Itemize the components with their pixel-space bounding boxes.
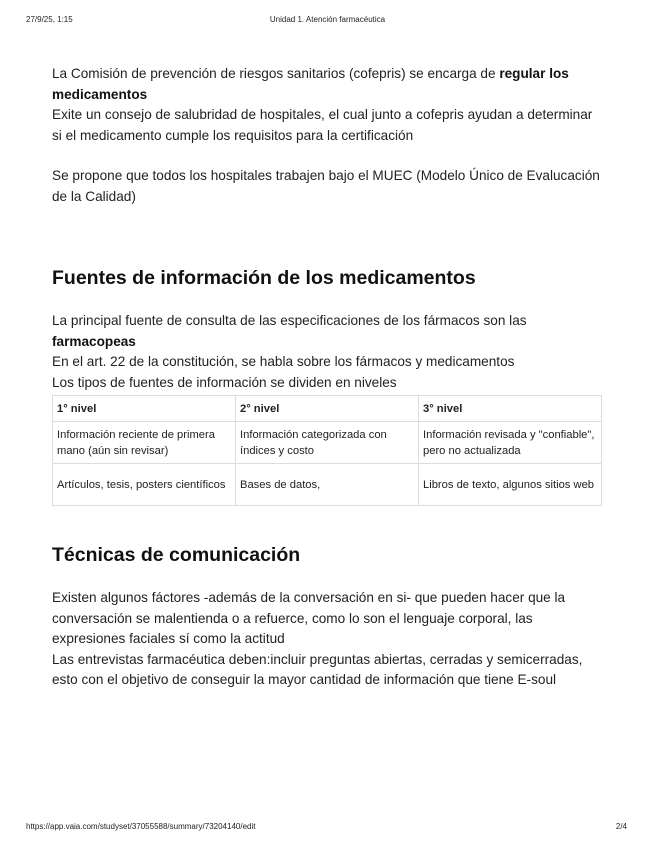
section-heading-fuentes: Fuentes de información de los medicamentos [52,267,476,289]
print-url: https://app.vaia.com/studyset/37055588/summary/73204140/edit [26,822,256,831]
table-cell: Información reciente de primera mano (aún sin revisar) [53,422,236,464]
print-header [0,15,655,29]
page-number: 2/4 [615,822,627,831]
fuentes-p1-text: La principal fuente de consulta de las especificaciones de los fármacos son las [52,313,527,328]
table-header-cell: 3° nivel [419,396,602,422]
intro-p1-text: La Comisión de prevención de riesgos sanitarios (cofepris) se encarga de [52,66,500,81]
intro-p1-bold: regular los medicamentos [52,66,569,102]
table-cell: Libros de texto, algunos sitios web [419,464,602,506]
print-title: Unidad 1. Atención farmacéutica [269,15,386,24]
table-header-row [53,396,602,422]
fuentes-paragraph-2: En el art. 22 de la constitución, se habla sobre los fármacos y medicamentos [52,354,515,369]
tecnicas-paragraph-1: Existen algunos fáctores -además de la conversación en si- que pueden hacer que la conversación se malentienda o a refuerce, como lo son el lenguaje corporal, las expresiones faciales sí como la actitud [52,590,566,646]
table-header-cell: 2° nivel [236,396,419,422]
section-heading-tecnicas: Técnicas de comunicación [52,544,301,566]
fuentes-p1-bold: farmacopeas [52,333,136,349]
intro-paragraph-3: Se propone que todos los hospitales trabajen bajo el MUEC (Modelo Único de Evalucación de la Calidad) [52,168,600,204]
table-row [53,422,602,464]
document-body [52,64,604,691]
intro-paragraph-1 [52,64,604,105]
tecnicas-paragraph-2: Las entrevistas farmacéutica deben:incluir preguntas abiertas, cerradas y semicerradas, esto con el objetivo de conseguir la mayor cantidad de información que tiene E-soul [52,651,583,687]
intro-paragraph-2: Exite un consejo de salubridad de hospitales, el cual junto a cofepris ayudan a determinar si el medicamento cumple los requisitos para la certificación [52,107,593,143]
table-header-cell: 1° nivel [53,396,236,422]
table-cell: Información revisada y "confiable", pero no actualizada [419,422,602,464]
table-cell: Información categorizada con índices y costo [236,422,419,464]
fuentes-paragraph-3: Los tipos de fuentes de información se dividen en niveles [52,374,397,390]
table-cell: Artículos, tesis, posters científicos [53,464,236,506]
table-cell: Bases de datos, [236,464,419,506]
niveles-table [52,395,602,506]
fuentes-paragraph-1 [52,311,604,352]
table-row [53,464,602,506]
print-date: 27/9/25, 1:15 [26,15,73,24]
